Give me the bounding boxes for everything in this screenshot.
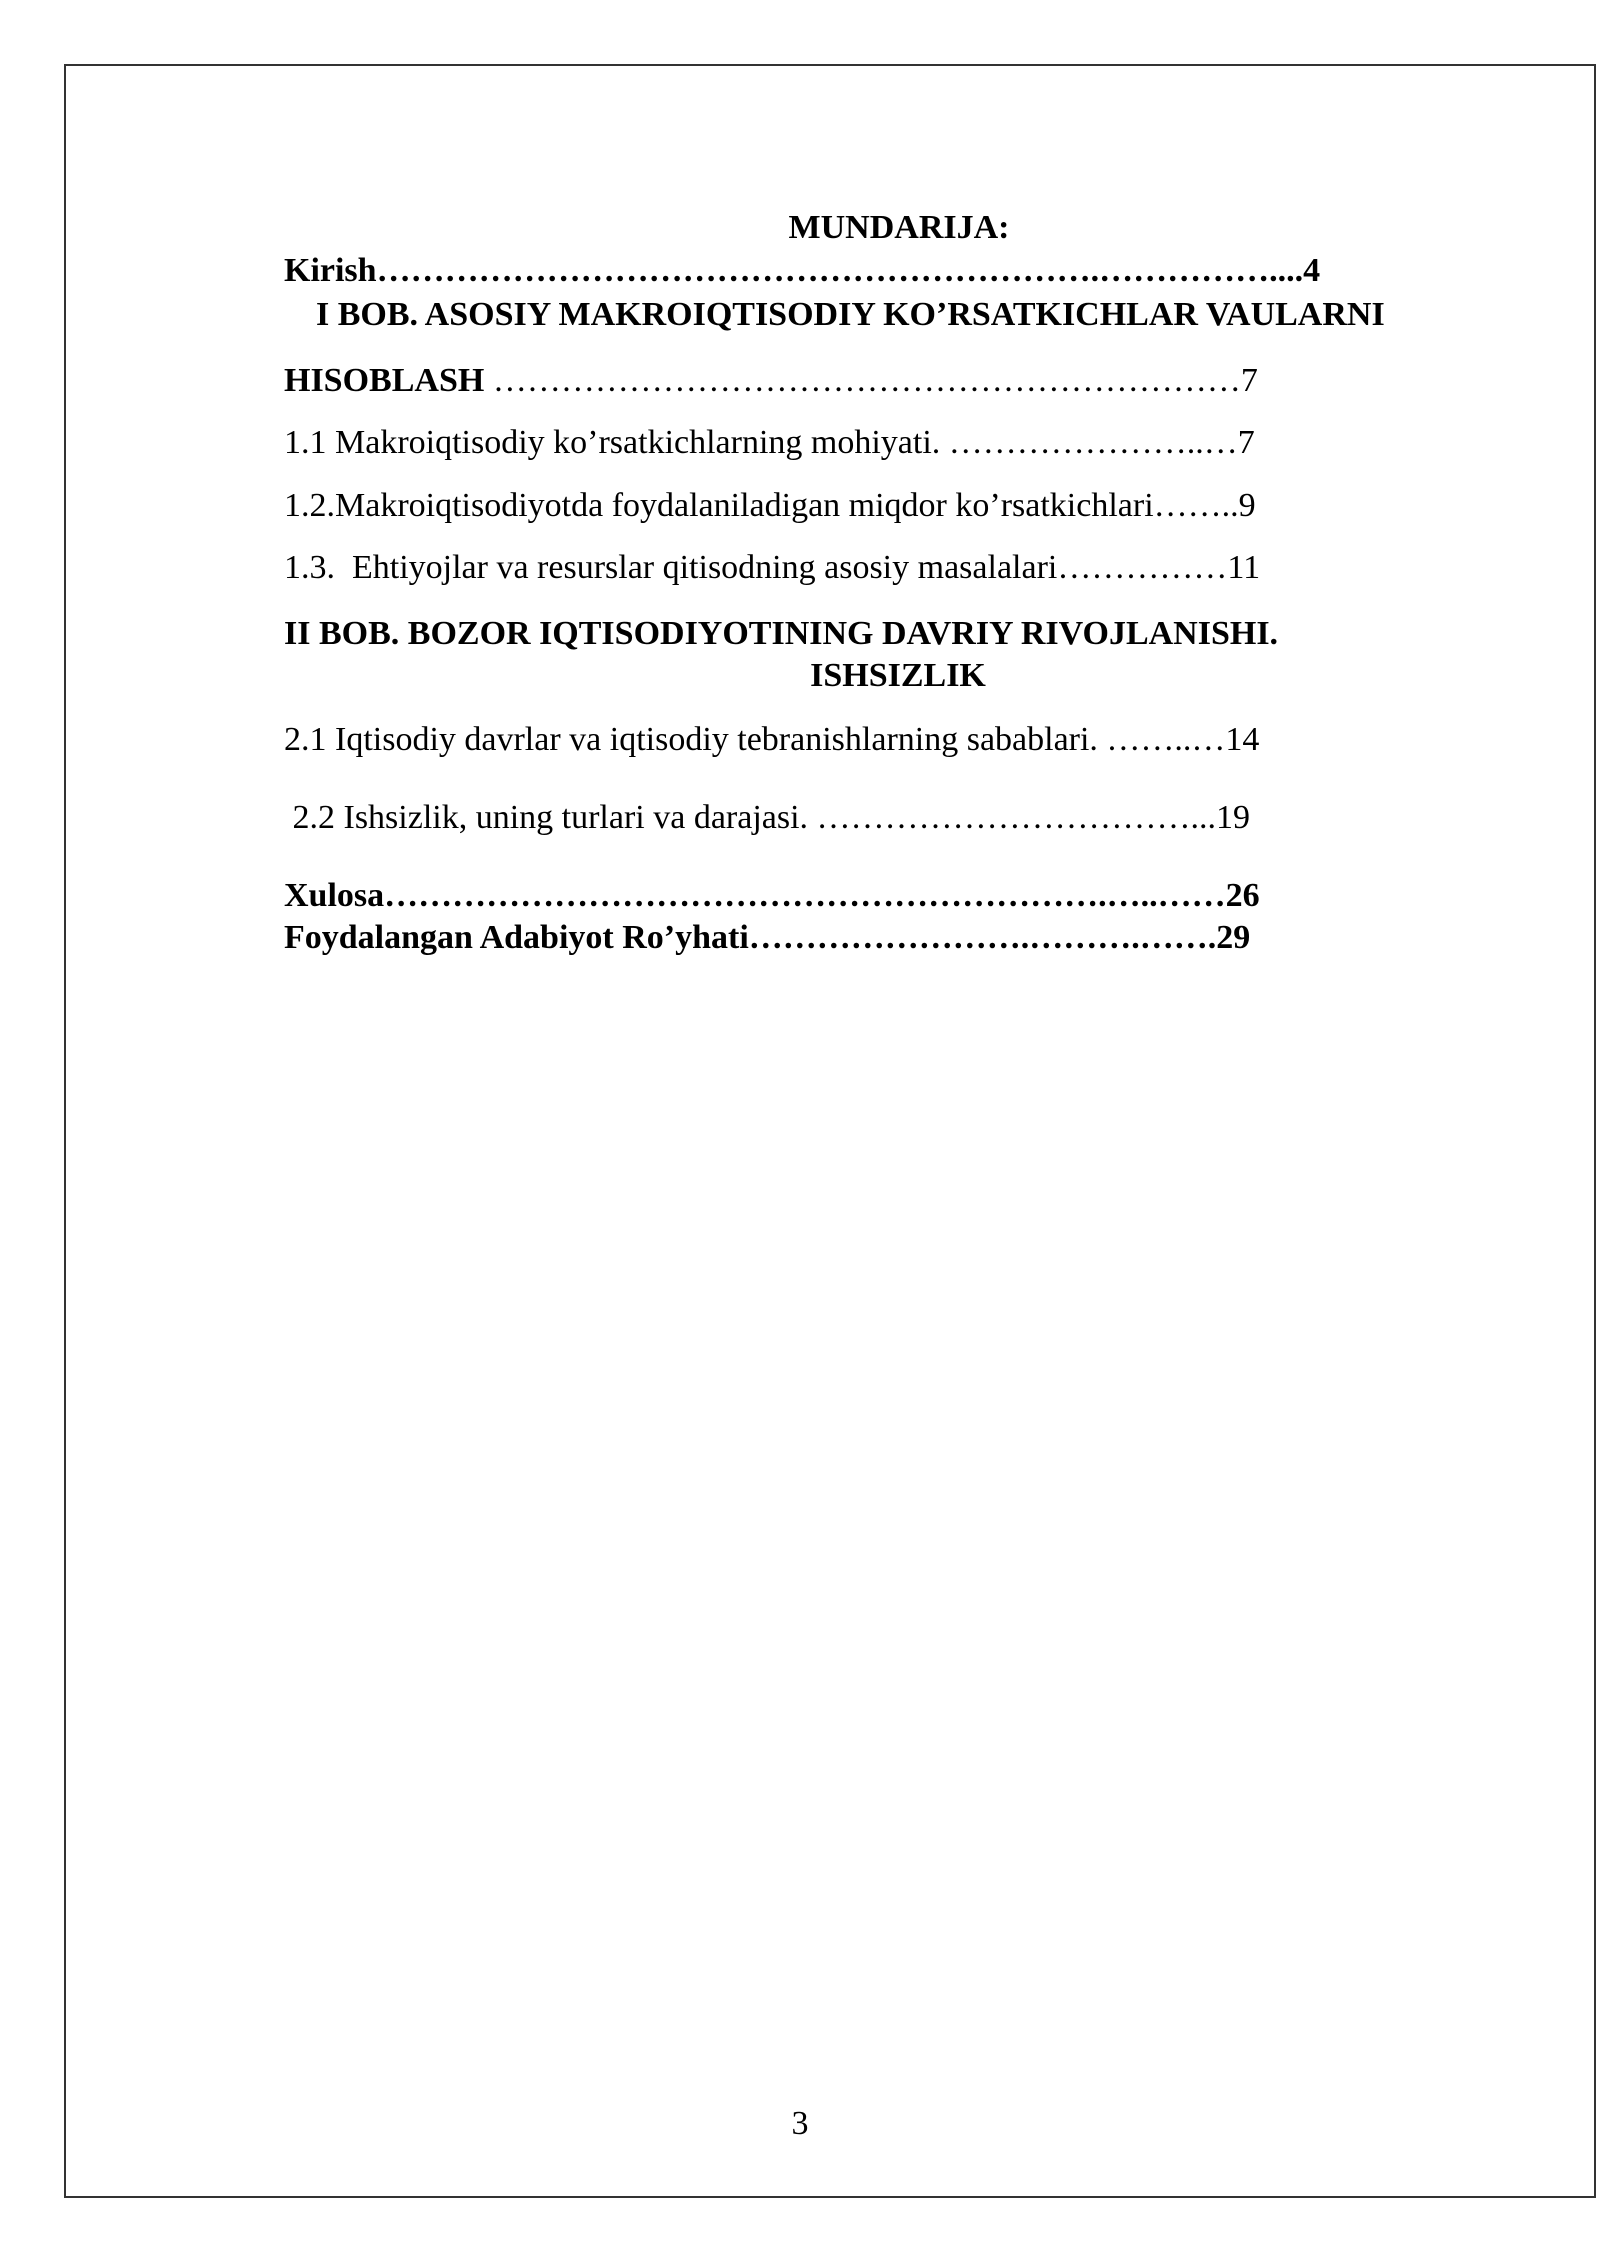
- toc-entry-kirish: Kirish……………………………………………………….……………....4: [284, 252, 1321, 289]
- toc-chapter2-title: II BOB. BOZOR IQTISODIYOTINING DAVRIY RIVOJLANISHI.: [284, 615, 1279, 652]
- toc-entry-2-1: 2.1 Iqtisodiy davrlar va iqtisodiy tebranishlarning sabablari. ……..…14: [284, 721, 1260, 758]
- page-number: 3: [791, 2105, 809, 2142]
- toc-chapter1-title: I BOB. ASOSIY MAKROIQTISODIY KO’RSATKICHLAR VAULARNI: [316, 296, 1385, 333]
- toc-chapter1-line2: [284, 361, 1258, 401]
- toc-chapter1-hisoblash: HISOBLASH: [284, 362, 485, 399]
- toc-entry-adabiyot: Foydalangan Adabiyot Ro’yhati…………………….……….…….29: [284, 919, 1251, 956]
- toc-heading: MUNDARIJA:: [788, 209, 1010, 246]
- toc-entry-xulosa: Xulosa……………………………………………………….…..……26: [284, 877, 1260, 914]
- toc-entry-1-1: 1.1 Makroiqtisodiy ko’rsatkichlarning mohiyati. …………………..…7: [284, 424, 1255, 461]
- toc-entry-1-2: 1.2.Makroiqtisodiyotda foydalaniladigan miqdor ko’rsatkichlari……..9: [284, 487, 1256, 524]
- toc-entry-2-2: 2.2 Ishsizlik, uning turlari va darajasi. ……………………………...19: [284, 799, 1251, 836]
- toc-chapter2-subtitle: ISHSIZLIK: [810, 657, 986, 694]
- toc-entry-1-3: 1.3. Ehtiyojlar va resurslar qitisodning asosiy masalalari……………11: [284, 549, 1261, 586]
- toc-chapter1-page: …………………………………………………………7: [484, 362, 1258, 399]
